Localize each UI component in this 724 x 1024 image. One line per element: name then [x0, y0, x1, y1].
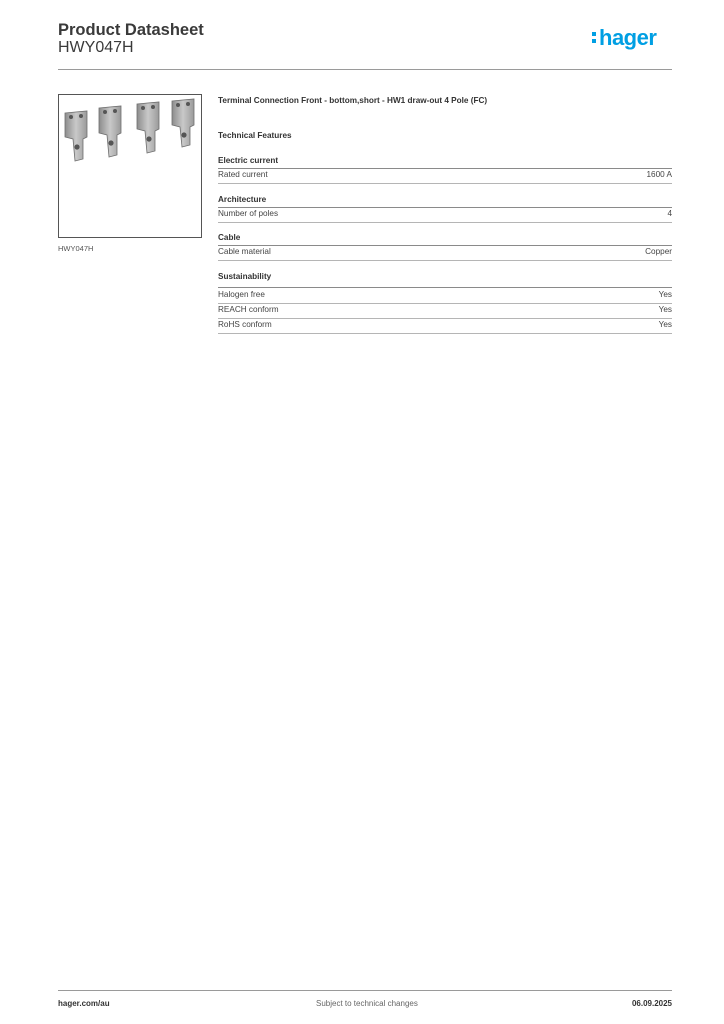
group-divider [218, 168, 672, 169]
row-divider [218, 183, 672, 184]
spec-value: 1600 A [646, 170, 672, 179]
group-title-sustainability: Sustainability [218, 272, 272, 281]
logo-colon-icon [592, 32, 597, 46]
terminal-piece-2 [99, 106, 121, 157]
terminal-piece-4 [172, 99, 194, 147]
group-divider [218, 207, 672, 208]
spec-row-rohs-conform [218, 320, 672, 334]
group-title-cable: Cable [218, 233, 241, 242]
spec-value: Copper [645, 247, 672, 256]
spec-value: Yes [658, 320, 672, 329]
row-divider [218, 222, 672, 223]
product-description: Terminal Connection Front - bottom,short - HW1 draw-out 4 Pole (FC) [218, 96, 488, 105]
footer-divider [58, 990, 672, 991]
footer-date: 06.09.2025 [631, 999, 672, 1008]
terminal-piece-1 [65, 111, 87, 161]
row-divider [218, 318, 672, 319]
technical-features-heading: Technical Features [218, 131, 292, 140]
footer-notice: Subject to technical changes [316, 999, 418, 1008]
hager-logo [592, 27, 656, 49]
spec-label: Number of poles [218, 209, 279, 218]
group-title-electric-current: Electric current [218, 156, 279, 165]
spec-row-number-of-poles [218, 209, 672, 223]
spec-value: Yes [658, 290, 672, 299]
spec-label: RoHS conform [218, 320, 272, 329]
product-sku: HWY047H [58, 39, 134, 56]
spec-label: Cable material [218, 247, 271, 256]
spec-label: REACH conform [218, 305, 279, 314]
header-divider [58, 69, 672, 70]
spec-row-halogen-free [218, 290, 672, 304]
row-divider [218, 260, 672, 261]
spec-label: Rated current [218, 170, 268, 179]
logo-text: hager [599, 25, 657, 50]
terminal-connections-illustration [59, 95, 201, 237]
spec-row-rated-current [218, 170, 672, 184]
group-divider [218, 287, 672, 288]
group-title-architecture: Architecture [218, 195, 267, 204]
spec-value: 4 [667, 209, 672, 218]
group-divider [218, 245, 672, 246]
footer-website-link[interactable]: hager.com/au [58, 999, 110, 1008]
terminal-piece-3 [137, 102, 159, 153]
product-image [58, 94, 202, 238]
spec-row-reach-conform [218, 305, 672, 319]
row-divider [218, 333, 672, 334]
page-title: Product Datasheet [58, 21, 204, 39]
spec-label: Halogen free [218, 290, 265, 299]
spec-row-cable-material [218, 247, 672, 261]
image-caption: HWY047H [58, 244, 94, 253]
spec-value: Yes [658, 305, 672, 314]
row-divider [218, 303, 672, 304]
